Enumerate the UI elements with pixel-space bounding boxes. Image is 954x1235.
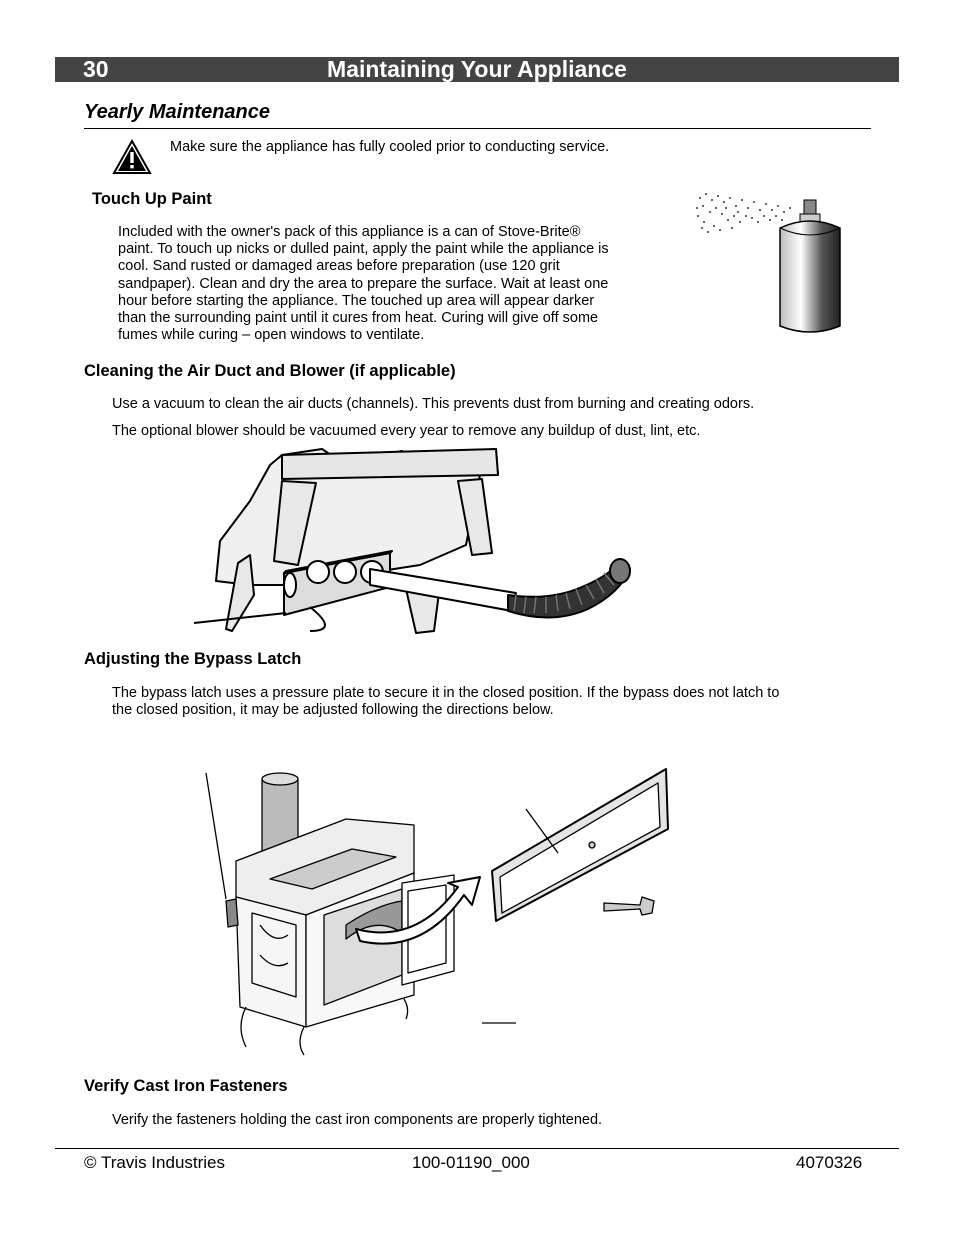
fasteners-heading: Verify Cast Iron Fasteners [84,1077,288,1095]
section-rule [84,128,871,129]
touch-up-line: hour before starting the appliance. The touched up area will appear darker [118,292,595,309]
blower-illustration [190,445,640,640]
footer-rule [55,1148,899,1149]
footer-copyright: © Travis Industries [84,1153,226,1172]
air-duct-paragraph-2: The optional blower should be vacuumed every year to remove any buildup of dust, lint, etc. [112,423,701,439]
warning-triangle-icon [112,139,152,175]
touch-up-line: fumes while curing – open windows to ventilate. [118,327,425,344]
page-header-bar [55,57,899,82]
touch-up-heading: Touch Up Paint [92,190,212,208]
bypass-line: The bypass latch uses a pressure plate to secure it in the closed position. If the bypass does not latch to [112,685,780,701]
footer-date-code: 4070326 [796,1153,863,1172]
bypass-heading: Adjusting the Bypass Latch [84,650,302,668]
warning-text: Make sure the appliance has fully cooled prior to conducting service. [170,139,610,155]
touch-up-line: than the surrounding paint until it cures from heat. Curing will give off some [118,310,599,327]
air-duct-paragraph-1: Use a vacuum to clean the air ducts (channels). This prevents dust from burning and creating odors. [112,396,755,412]
spray-can-illustration [694,188,846,338]
page-number: 30 [83,56,109,82]
fasteners-paragraph: Verify the fasteners holding the cast iron components are properly tightened. [112,1112,603,1128]
touch-up-line: sandpaper). Clean and dry the area to prepare the surface. Wait at least one [118,275,609,292]
touch-up-paragraph [118,224,678,344]
bypass-paragraph [112,685,779,719]
touch-up-line: cool. Sand rusted or damaged areas before preparation (use 120 grit [118,258,560,275]
touch-up-line: Included with the owner's pack of this appliance is a can of Stove-Brite® [118,224,581,240]
footer-document-number: 100-01190_000 [412,1153,530,1172]
air-duct-heading: Cleaning the Air Duct and Blower (if applicable) [84,362,456,380]
touch-up-line: paint. To touch up nicks or dulled paint, apply the paint while the appliance is [118,241,609,258]
page-title: Maintaining Your Appliance [327,56,627,82]
bypass-latch-illustration [196,765,676,1060]
bypass-line: the closed position, it may be adjusted following the directions below. [112,702,554,719]
section-title: Yearly Maintenance [84,101,271,123]
